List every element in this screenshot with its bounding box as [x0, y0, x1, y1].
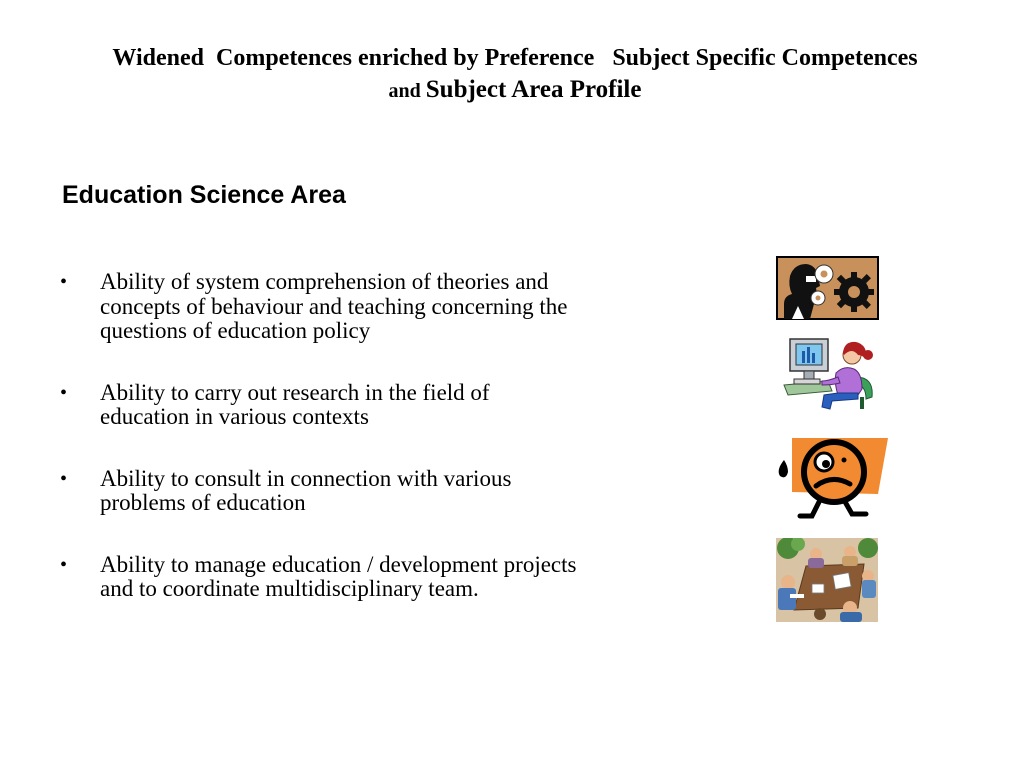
bullet-text: Ability of system comprehension of theories and concepts of behaviour and teaching concerning the questions of education policy [100, 269, 568, 343]
list-item [58, 381, 578, 430]
title-line-1: Widened Competences enriched by Preference Subject Specific Competences [112, 45, 918, 71]
list-item [58, 467, 578, 516]
person-at-computer-clipart [778, 333, 880, 411]
section-heading: Education Science Area [62, 181, 346, 209]
bullet-marker: • [60, 271, 68, 293]
thinking-gears-clipart [776, 256, 879, 320]
bullet-text: Ability to manage education / development projects and to coordinate multidisciplinary team. [100, 551, 577, 601]
bullet-marker: • [60, 553, 68, 576]
team-meeting-clipart [776, 538, 878, 622]
title-line-2 [40, 74, 990, 107]
list-item [58, 270, 578, 344]
worried-face-clipart [772, 434, 890, 522]
title-subject-area-profile: Subject Area Profile [425, 76, 642, 103]
competence-list [58, 270, 578, 639]
bullet-marker: • [60, 467, 68, 490]
bullet-marker: • [60, 381, 68, 404]
bullet-text: Ability to carry out research in the field of education in various contexts [100, 379, 490, 429]
slide-title [40, 42, 990, 107]
bullet-text: Ability to consult in connection with various problems of education [100, 465, 512, 515]
list-item [58, 553, 578, 602]
title-and: and [388, 80, 426, 102]
